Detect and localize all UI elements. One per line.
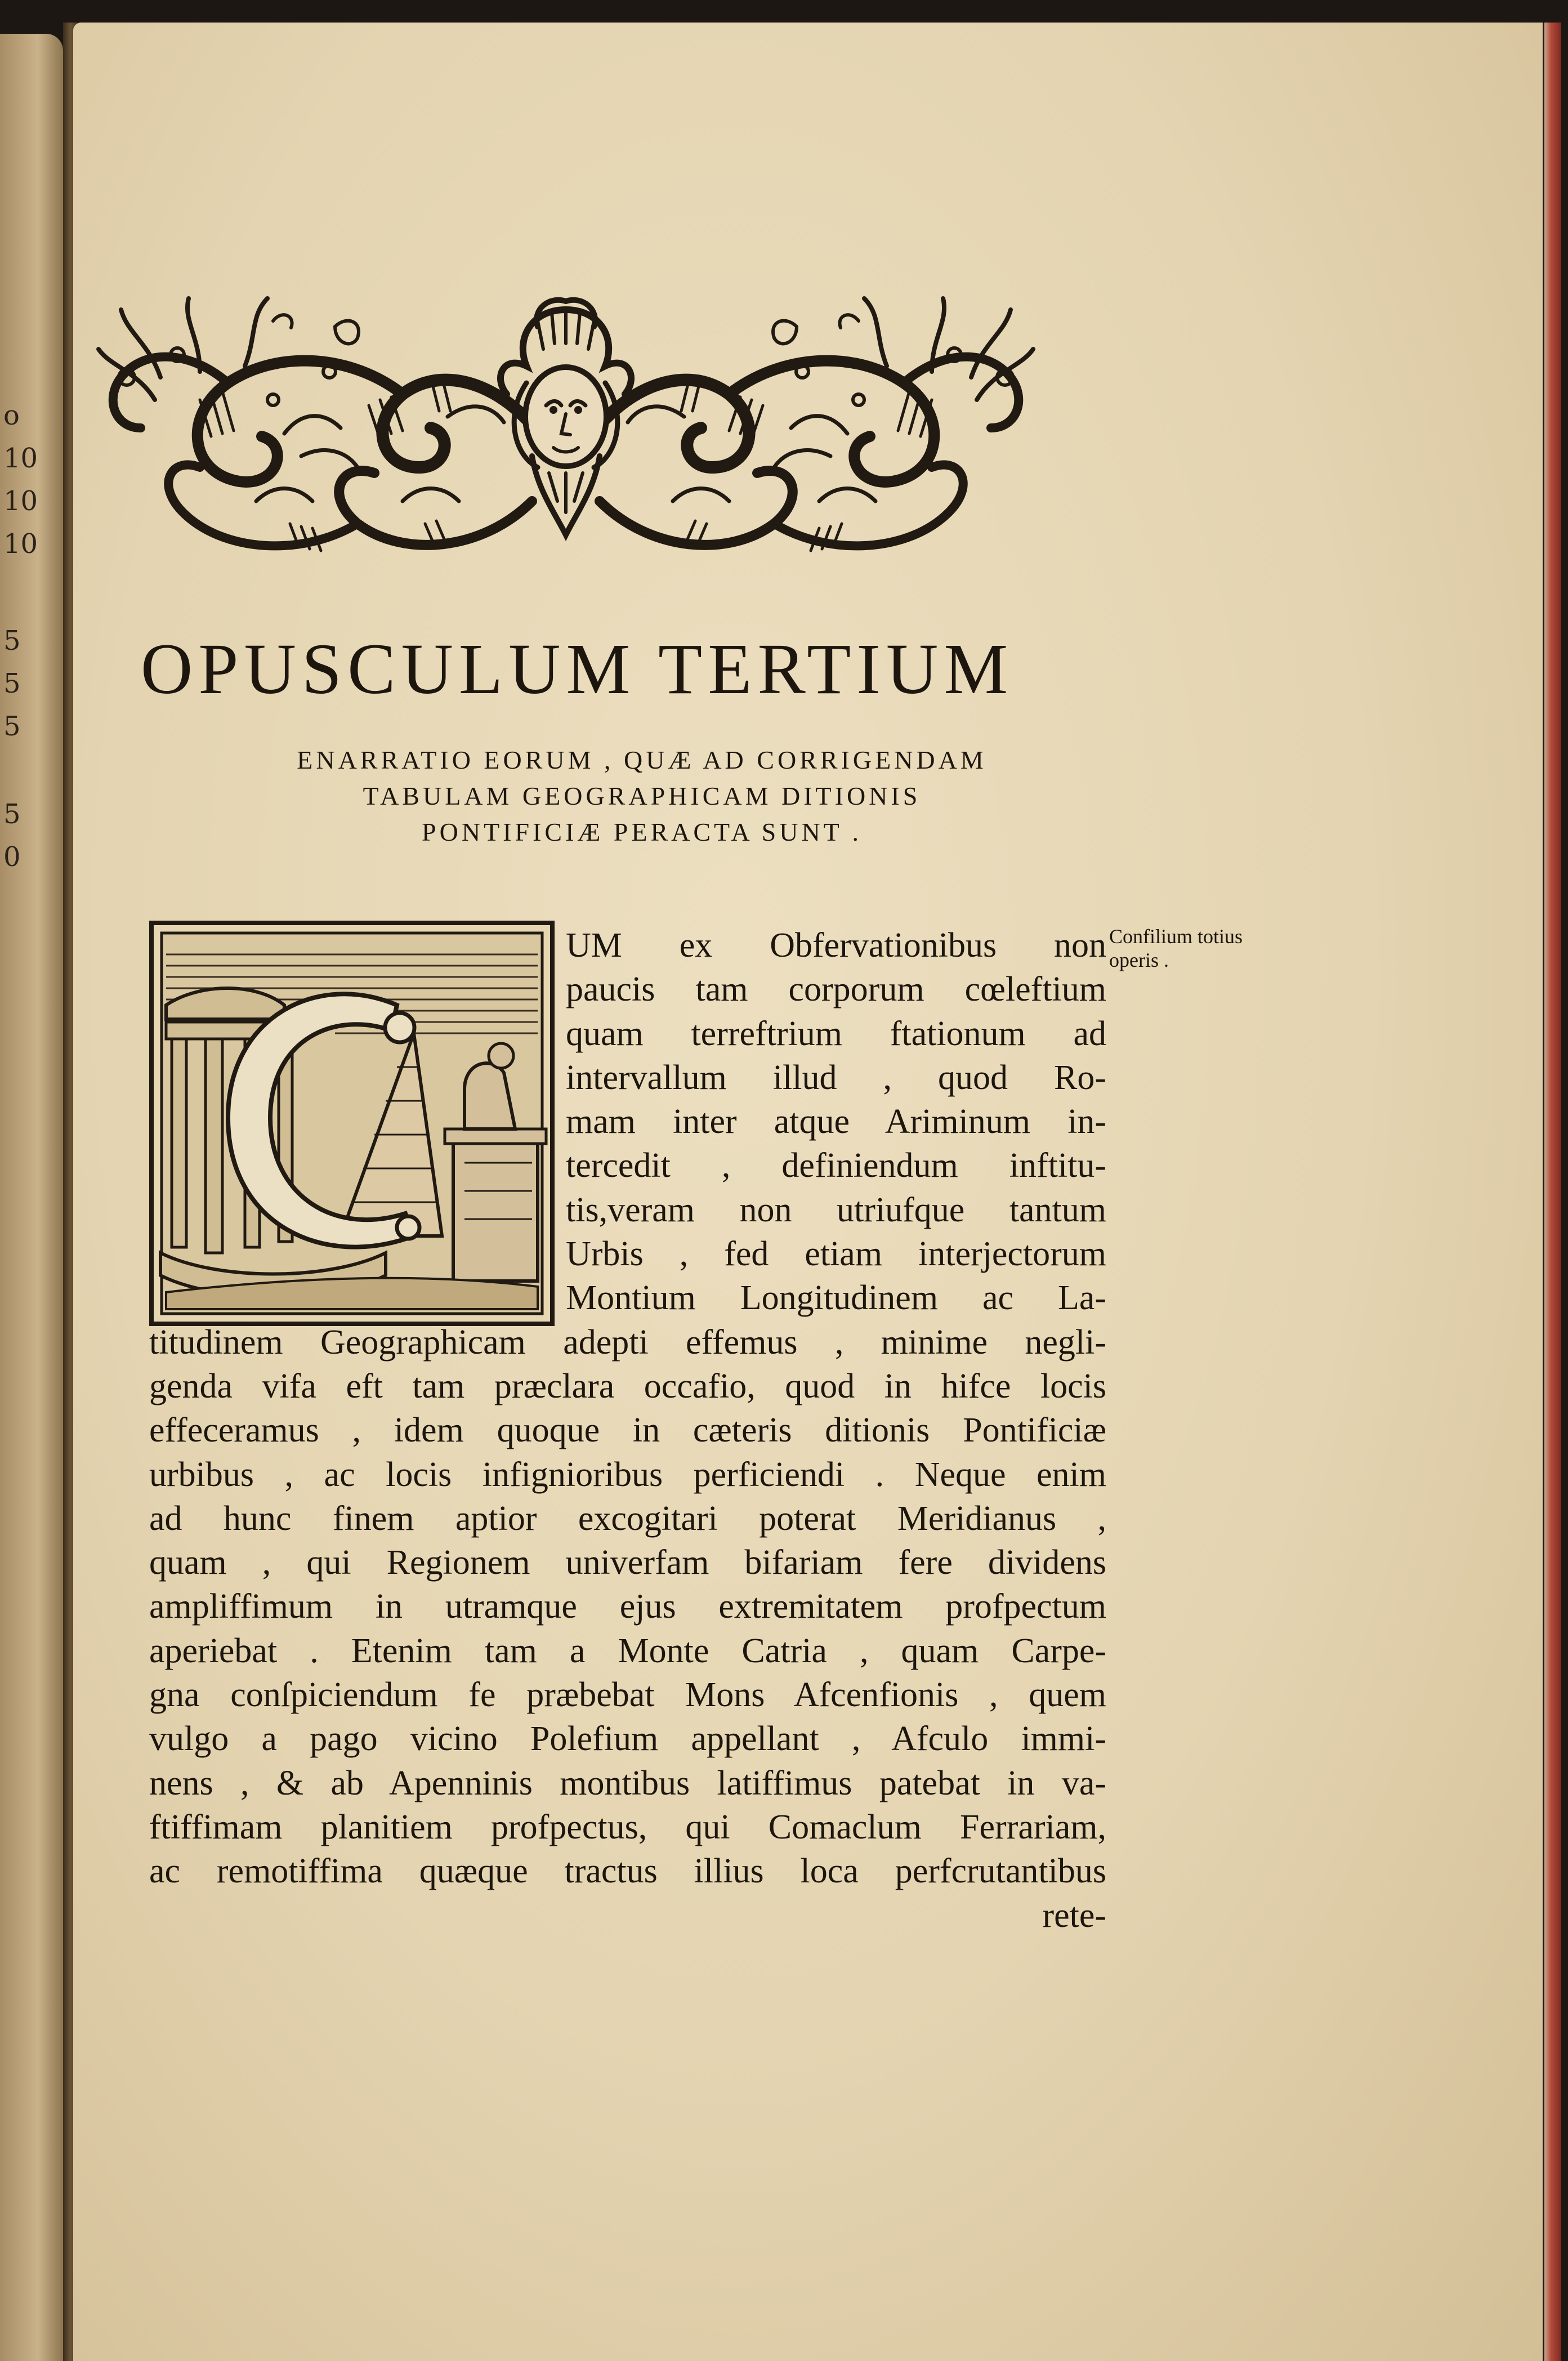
text-line: intervallum illud , quod Ro- — [566, 1058, 1106, 1097]
margin-digit: 10 — [3, 485, 38, 517]
margin-digit: 5 — [3, 798, 21, 830]
margin-digit: 5 — [3, 668, 21, 699]
text-line: Urbis , fed etiam interjectorum — [566, 1235, 1106, 1274]
marginal-note-line: operis . — [1109, 949, 1169, 971]
marginal-note-line: Confilium totius — [1109, 925, 1243, 948]
text-line: ad hunc finem aptior excogitari poterat Meridianus , — [149, 1499, 1106, 1538]
text-line: gna conſpiciendum fe præbebat Mons Afcenfionis , quem — [149, 1676, 1106, 1715]
text-line: quam , qui Regionem univerfam bifariam fere dividens — [149, 1543, 1106, 1582]
margin-digit: 0 — [3, 841, 21, 873]
marginal-note — [1109, 925, 1289, 972]
body-text — [149, 923, 1106, 1938]
text-line: vulgo a pago vicino Polefium appellant , Afculo immi- — [149, 1720, 1106, 1759]
text-line: Montium Longitudinem ac La- — [566, 1279, 1106, 1318]
subtitle-line: TABULAM GEOGRAPHICAM DITIONIS — [363, 782, 921, 810]
text-line: ampliffimum in utramque ejus extremitatem profpectum — [149, 1587, 1106, 1626]
catchword: rete- — [1042, 1896, 1106, 1935]
page-subtitle — [186, 742, 1098, 850]
red-page-edge — [1544, 23, 1561, 2361]
page-title: OPUSCULUM TERTIUM — [140, 629, 1014, 709]
text-line: paucis tam corporum cœleftium — [566, 970, 1106, 1009]
margin-digit: 5 — [3, 711, 21, 742]
text-line: genda vifa eft tam præclara occafio, quod in hifce locis — [149, 1367, 1106, 1405]
margin-digit: 10 — [3, 443, 38, 474]
text-line: ac remotiffima quæque tractus illius loca perfcrutantibus — [149, 1852, 1106, 1891]
text-line: titudinem Geographicam adepti effemus , minime negli- — [149, 1323, 1106, 1362]
text-line: tis,veram non utriufque tantum — [566, 1190, 1106, 1229]
text-line: urbibus , ac locis infignioribus perficiendi . Neque enim — [149, 1455, 1106, 1494]
previous-page-edge — [0, 34, 63, 2361]
text-line: mam inter atque Ariminum in- — [566, 1103, 1106, 1141]
subtitle-line: ENARRATIO EORUM , QUÆ AD CORRIGENDAM — [297, 746, 987, 774]
margin-digit: 10 — [3, 528, 38, 560]
text-line: aperiebat . Etenim tam a Monte Catria , quam Carpe- — [149, 1631, 1106, 1670]
text-line: quam terreftrium ftationum ad — [566, 1014, 1106, 1053]
margin-digit: 5 — [3, 625, 21, 657]
text-line: ftiffimam planitiem profpectus, qui Comaclum Ferrariam, — [149, 1807, 1106, 1846]
text-line: effeceramus , idem quoque in cæteris ditionis Pontificiæ — [149, 1411, 1106, 1450]
mask-with-acanthus-scrolls-icon — [87, 287, 1044, 580]
text-line: nens , & ab Apenninis montibus latiffimus patebat in va- — [149, 1764, 1106, 1802]
margin-digit: o — [3, 400, 20, 431]
subtitle-line: PONTIFICIÆ PERACTA SUNT . — [422, 818, 862, 846]
text-line: tercedit , definiendum inftitu- — [566, 1146, 1106, 1185]
previous-page-margin-digits — [3, 394, 60, 878]
text-line: UM ex Obfervationibus non — [566, 926, 1106, 965]
